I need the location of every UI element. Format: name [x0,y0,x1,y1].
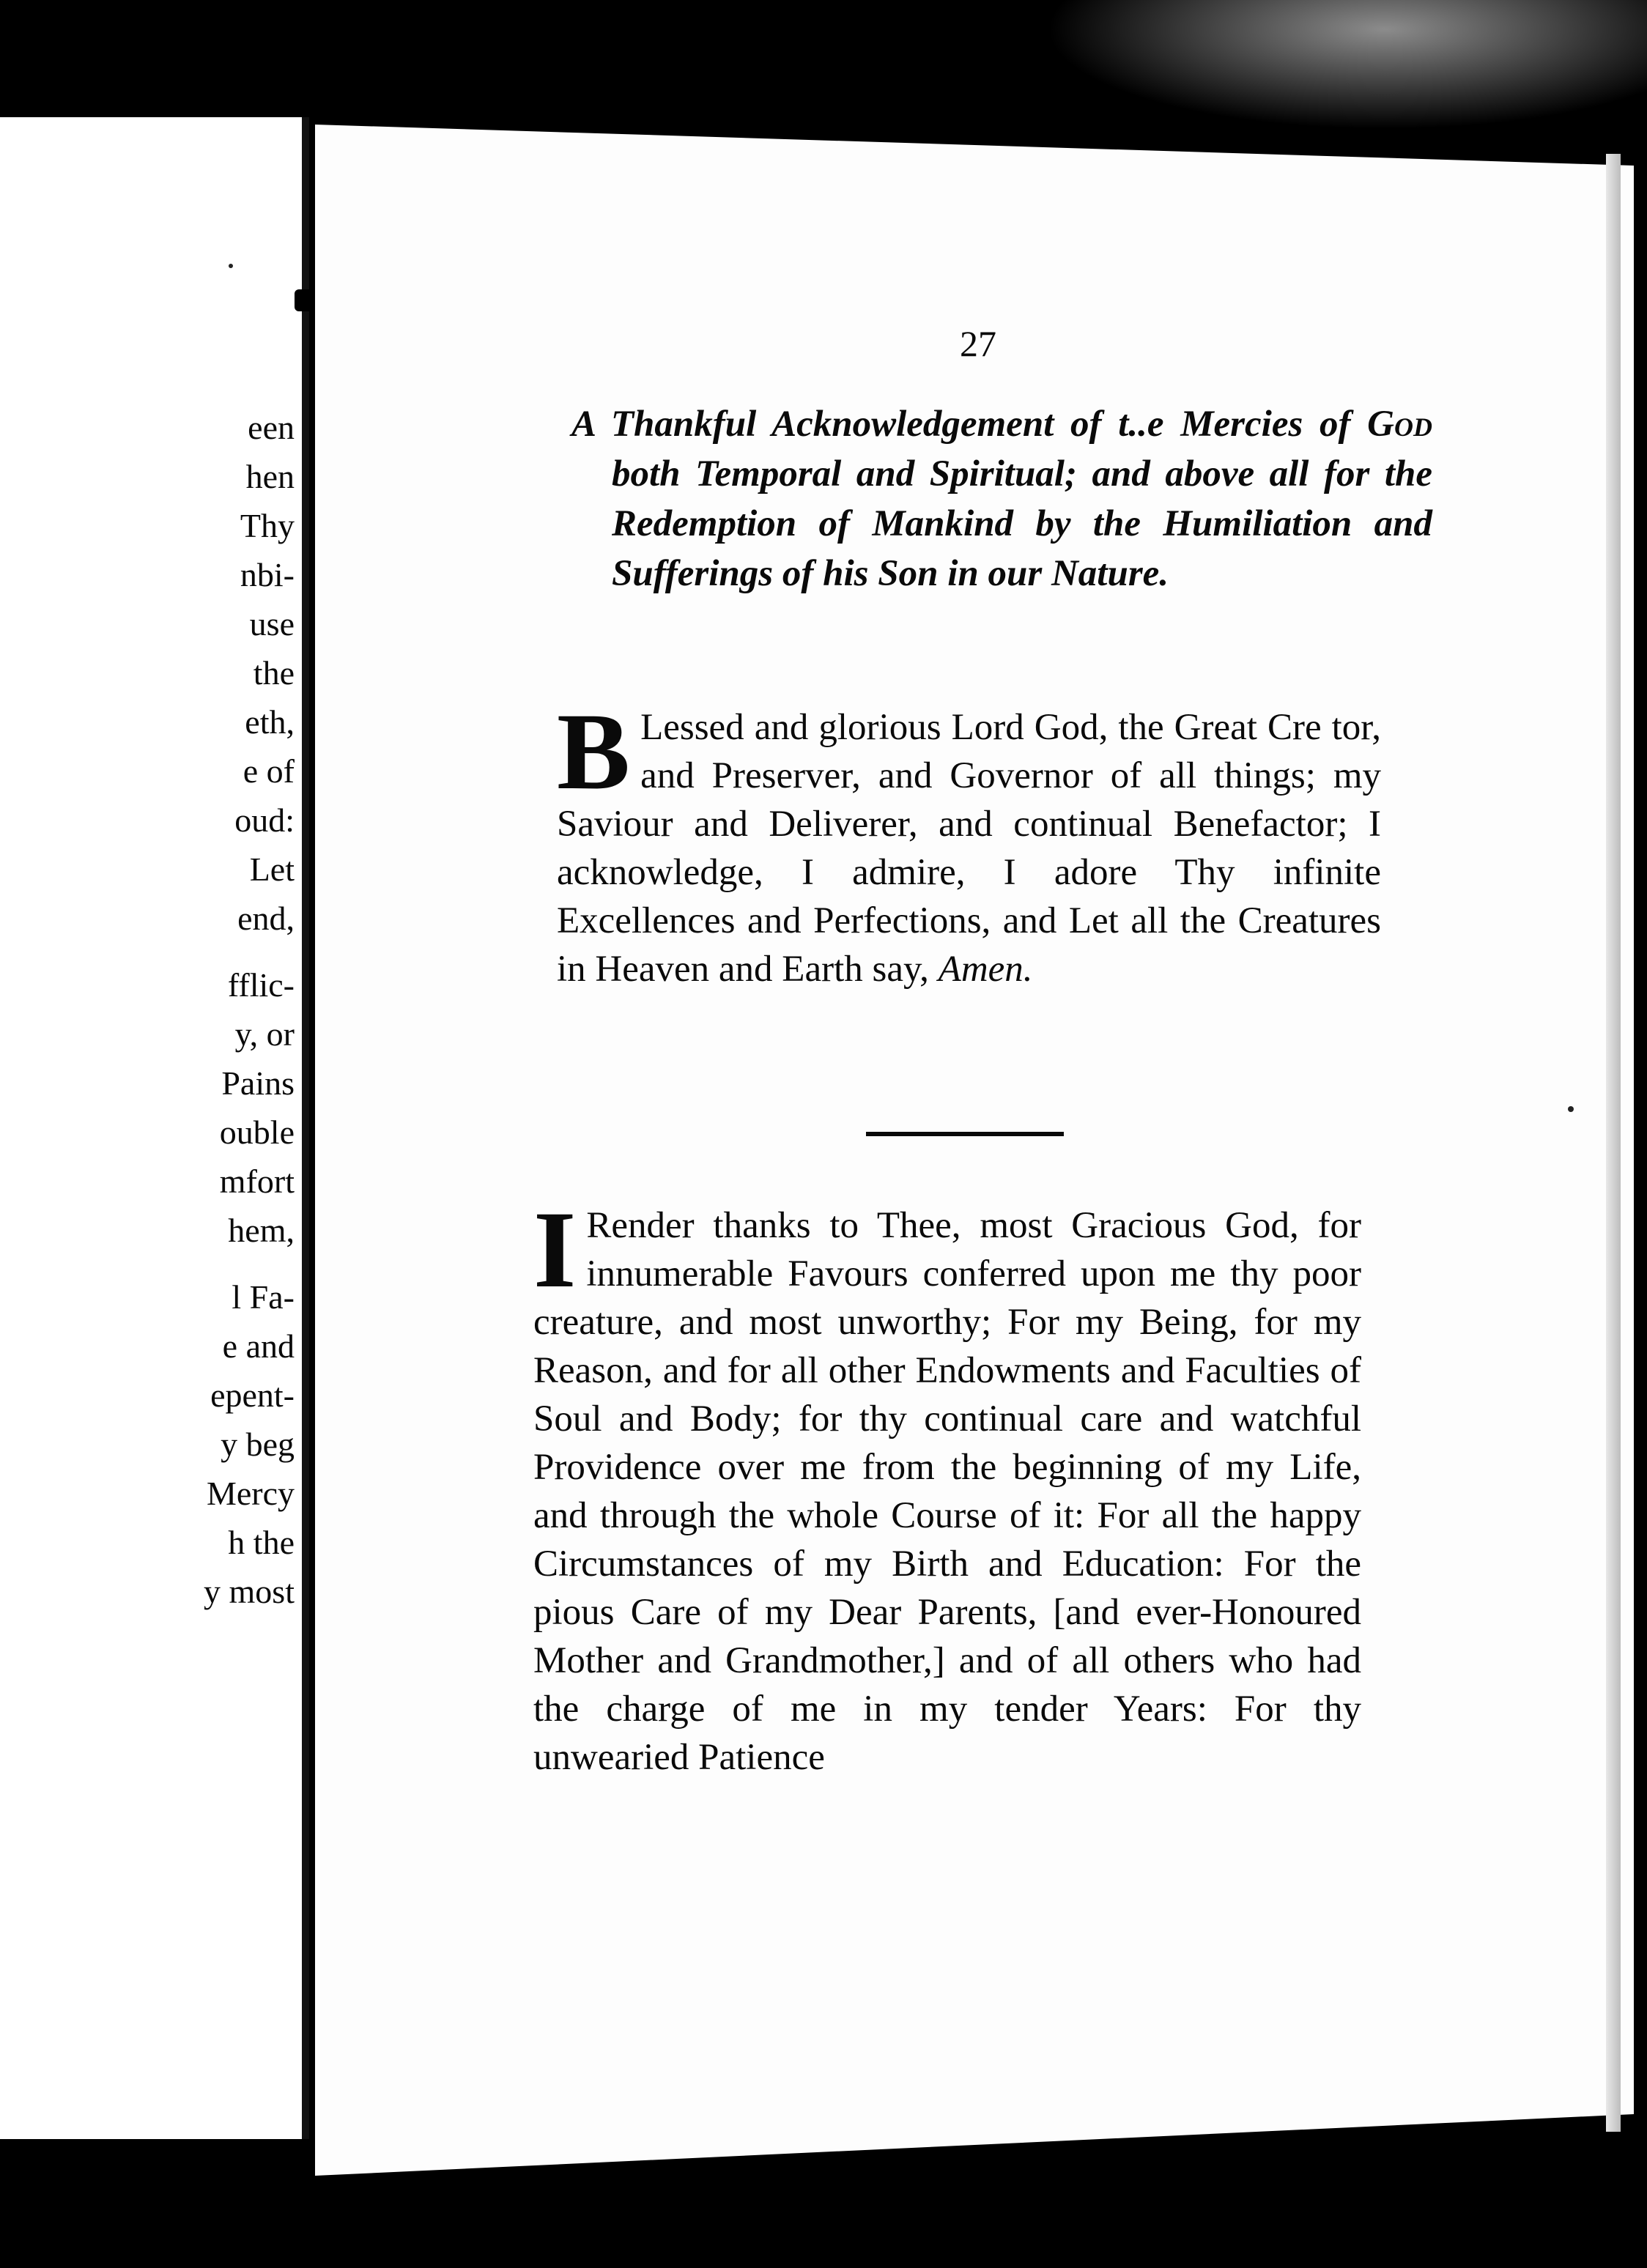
left-page-line: een [248,409,295,446]
page-number: 27 [960,323,996,364]
left-page-line: e of [243,752,295,790]
drop-cap-i: I [533,1189,577,1311]
left-page-line: Pains [221,1064,295,1102]
left-page-line: epent- [210,1376,295,1414]
left-page-line: mfort [219,1163,295,1200]
left-page-line: e and [222,1327,295,1365]
paragraph-blessed [557,691,1381,993]
paragraph-render-thanks [533,1189,1361,1782]
heading-part-2: both Temporal and Spiritual; and above all for the Redemption of Mankind by the Humiliation and Sufferings of his Son in our Nature. [612,453,1432,594]
left-page-line: fflic- [227,966,295,1004]
left-page-line: Let [249,850,295,888]
section-divider [866,1132,1064,1136]
right-page-speck [1568,1106,1574,1112]
left-page-line: Thy [240,507,295,544]
left-page-line: hen [245,458,295,495]
left-page [0,117,309,2139]
left-page-line: y beg [221,1426,295,1463]
background-glare [989,0,1647,147]
left-page-line: ouble [219,1113,295,1151]
left-page-line: h the [228,1524,295,1561]
left-page-gap [204,1255,295,1272]
paragraph-2-text: Render thanks to Thee, most Gracious God, for innumerable Favours conferred upon me thy poor creature, and most unworthy; For my Being, for my Reason, and for all other Endowments and Faculties of Soul and Body; for thy continual care and watchful Providence over me from the beginning of my Life, and through the whole Course of it: For all the happy Circumstances of my Birth and Education: For the pious Care of my Dear Parents, [and ever-Honoured Mother and Grandmother,] and of all others who had the charge of me in my tender Years: For thy unwearied Patience [533,1205,1361,1778]
left-page-line: Mercy [206,1475,295,1512]
heading-part-1: A Thankful Acknowledgement of t..e Mercies of [571,404,1368,445]
left-page-line: nbi- [240,556,295,593]
left-page-line: hem, [228,1212,295,1249]
page-edge [1606,154,1621,2132]
left-page-line: y, or [234,1015,295,1053]
drop-cap-b: B [557,691,631,812]
left-page-line: y most [204,1573,295,1610]
left-page-line: end, [237,900,295,937]
left-page-line: use [249,605,295,642]
paragraph-1-amen: Amen. [938,949,1033,990]
paragraph-1-text: Lessed and glorious Lord God, the Great Cre tor, and Preserver, and Governor of all things; my Saviour and Deliverer, and continual Benefactor; I acknowledge, I admire, I adore Thy infinite Excellences and Perfections, and Let all the Creatures in Heaven and Earth say, [557,707,1381,990]
left-page-text [204,403,295,1616]
left-page-line: eth, [245,703,295,741]
heading-god: God [1367,404,1432,445]
prayer-heading [571,399,1432,598]
left-page-line: oud: [234,801,295,839]
left-page-speck [229,264,233,268]
left-page-line: the [253,654,295,692]
left-page-gap [204,943,295,960]
left-page-line: l Fa- [232,1278,295,1316]
